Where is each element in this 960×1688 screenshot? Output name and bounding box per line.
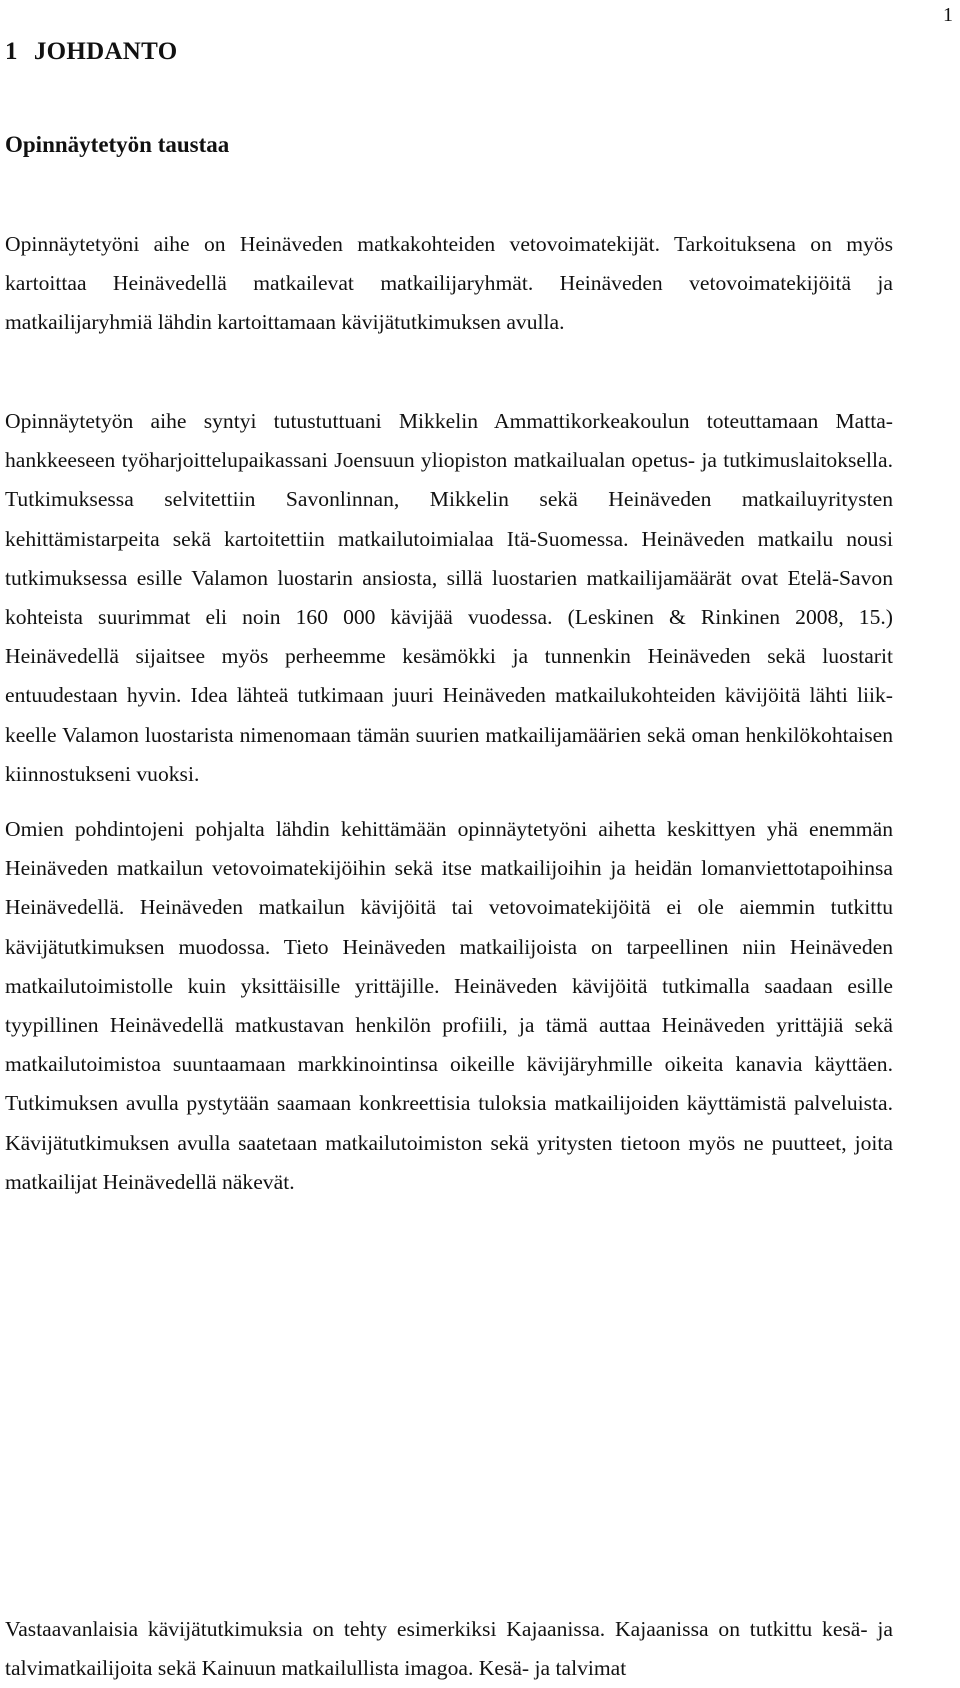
page-number: 1 xyxy=(943,4,953,26)
body-paragraph: Opinnäytetyöni aihe on Heinäveden matkakohteiden vetovoimatekijät. Tarkoituksena on myös kartoittaa Heinävedellä matkailevat matkailijaryhmät. Heinäveden vetovoimatekijöitä ja matkailijaryhmiä lähdin kartoittamaan kävijätutkimuksen avulla. xyxy=(5,232,893,335)
body-paragraph: Omien pohdintojeni pohjalta lähdin kehittämään opinnäytetyöni aihetta keskittyen yhä enemmän Heinäveden matkailun vetovoimatekijöihin sekä itse matkailijoihin ja heidän lomanviettotapoihinsa Heinävedellä. Heinäveden matkailun kävijöitä tai vetovoimatekijöitä ei ole aiemmin tutkittu kävijätutkimuksen muodossa. Tieto Heinäveden matkailijoista on tarpeellinen niin Heinäveden matkailutoimistolle kuin yksittäisille yrittäjille. Heinäveden kävijöitä tutkimalla saadaan esille tyypillinen Heinävedellä matkustavan henkilön profiili, ja tämä auttaa Heinäveden yrittäjiä sekä matkailutoimistoa suuntaamaan markkinointinsa oikeille kävijäryhmille oikeita kanavia käyttäen. Tutkimuksen avulla pystytään saamaan konkreettisia tuloksia matkailijoiden käyttämistä palveluista. Kävijätutkimuksen avulla saatetaan matkailutoimiston sekä yritysten tietoon myös ne puutteet, joita matkailijat Heinävedellä näkevät. xyxy=(5,817,893,1194)
section-heading: Opinnäytetyön taustaa xyxy=(5,132,230,157)
chapter-title: JOHDANTO xyxy=(33,38,178,65)
chapter-number: 1 xyxy=(5,38,18,65)
body-paragraph: Opinnäytetyön aihe syntyi tutustuttuani Mikkelin Ammattikorkeakoulun toteuttamaan Matta-hankkeeseen työharjoittelupaikassani Joensuun yliopiston matkailualan opetus- ja tutkimuslaitoksella. Tutkimuksessa selvitettiin Savonlinnan, Mikkelin sekä Heinäveden matkailuyritysten kehittämistarpeita sekä kartoitettiin matkailutoimialaa Itä-Suomessa. Heinäveden matkailu nousi tutkimuksessa esille Valamon luostarin ansiosta, sillä luostarien matkailijamäärät ovat Etelä-Savon kohteista suurimmat eli noin 160 000 kävijää vuodessa. (Leskinen & Rinkinen 2008, 15.) Heinävedellä sijaitsee myös perheemme kesämökki ja tunnenkin Heinäveden sekä luostarit entuudestaan hyvin. Idea lähteä tutkimaan juuri Heinäveden matkailukohteiden kävijöitä lähti liikkeelle Valamon luostarista nimenomaan tämän suurien matkailijamäärien sekä oman henkilökohtaisen kiinnostukseni vuoksi. xyxy=(5,409,893,786)
body-paragraph: Vastaavanlaisia kävijätutkimuksia on tehty esimerkiksi Kajaanissa. Kajaanissa on tutkittu kesä- ja talvimatkailijoita sekä Kainuun matkailullista imagoa. Kesä- ja talvimat xyxy=(5,1617,893,1681)
chapter-heading xyxy=(5,38,177,66)
